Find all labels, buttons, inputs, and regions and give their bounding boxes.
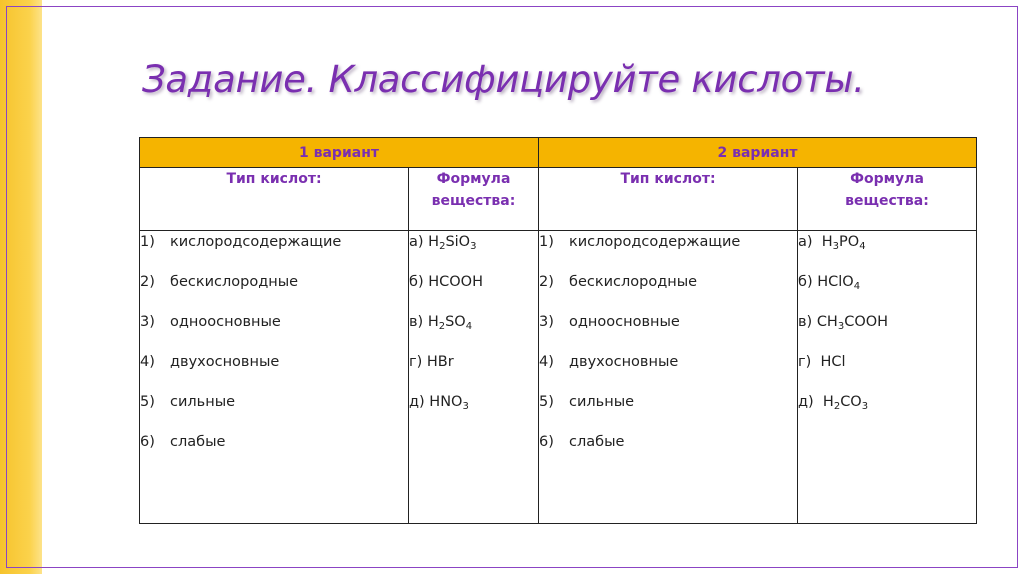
item-number: 6) [140,434,155,450]
acid-type-label: двухосновные [170,354,280,370]
formula-letter: а) [798,234,822,250]
acid-type-label: одноосновные [569,314,680,330]
formula-text: HNO [429,394,463,410]
item-number: 4) [140,354,155,370]
formula-item [409,311,538,351]
acid-type-label: одноосновные [170,314,281,330]
formula-letter: г) [798,354,821,370]
formula-text: PO [839,234,860,250]
variant-1-header: 1 вариант [140,138,539,168]
formula-text: HBr [426,354,454,370]
variant-2-formulas-list [798,231,977,524]
acid-type-item [140,391,408,431]
acid-type-item [539,351,797,391]
item-number: 3) [539,314,554,330]
formula-letter: а) [409,234,429,250]
formula-item [798,311,976,351]
acid-type-item [140,351,408,391]
formula-text: H [427,314,439,330]
formula-subscript: 2 [833,401,841,412]
item-number: 1) [539,234,554,250]
acid-type-label: сильные [569,394,635,410]
formula-text: CO [840,394,862,410]
item-number: 6) [539,434,554,450]
acid-type-label: двухосновные [569,354,679,370]
variant-2-types-list [539,231,798,524]
acid-type-label: кислородсодержащие [569,234,741,250]
item-number: 3) [140,314,155,330]
formula-subscript: 4 [853,281,861,292]
acid-type-label: слабые [569,434,625,450]
formula-subscript: 3 [837,321,845,332]
formula-letter: г) [409,354,427,370]
acid-type-item [140,271,408,311]
formula-text: H [428,234,440,250]
variant-1-formula-header [409,168,539,231]
item-number: 2) [539,274,554,290]
formula-text: HCl [820,354,846,370]
formula-text: COOH [844,314,889,330]
acids-table [139,137,977,524]
variant-2-type-header: Тип кислот: [539,168,798,231]
formula-header-line: вещества: [845,193,929,209]
item-number: 2) [140,274,155,290]
formula-subscript: 2 [438,321,446,332]
item-number: 4) [539,354,554,370]
formula-text: CH [816,314,838,330]
formula-letter: б) [798,274,818,290]
formula-subscript: 3 [470,241,477,252]
acid-type-item [539,311,797,351]
acid-type-item [539,231,797,271]
formula-text: H [822,394,834,410]
formula-subscript: 3 [462,401,469,412]
content-row [140,231,977,524]
formula-text: H [821,234,833,250]
formula-header-line: Формула [436,171,511,187]
acid-type-label: бескислородные [569,274,698,290]
formula-letter: в) [798,314,817,330]
variant-1-types-list [140,231,409,524]
formula-item [798,231,976,271]
variant-header-row [140,138,977,168]
formula-item [798,391,976,431]
page-title: Задание. Классифицируйте кислоты. [142,58,865,101]
formula-text: SO [445,314,466,330]
acid-type-label: кислородсодержащие [170,234,342,250]
acid-type-item [140,231,408,271]
formula-item [409,271,538,311]
acid-type-item [539,391,797,431]
formula-subscript: 4 [465,321,473,332]
acid-type-label: бескислородные [170,274,299,290]
formula-item [798,271,976,311]
acid-type-item [539,431,797,471]
variant-1-type-header: Тип кислот: [140,168,409,231]
formula-item [409,391,538,431]
formula-subscript: 3 [861,401,869,412]
formula-item [798,351,976,391]
item-number: 1) [140,234,155,250]
formula-subscript: 2 [439,241,446,252]
formula-item [409,231,538,271]
formula-header-line: Формула [850,171,924,187]
acid-type-item [140,311,408,351]
item-number: 5) [539,394,554,410]
formula-letter: в) [409,314,428,330]
item-number: 5) [140,394,155,410]
formula-header-line: вещества: [431,193,516,209]
formula-text: HClO [817,274,854,290]
formula-letter: б) [409,274,429,290]
variant-2-formula-header [798,168,977,231]
formula-letter: д) [798,394,823,410]
variant-1-formulas-list [409,231,539,524]
formula-text: SiO [445,234,471,250]
formula-letter: д) [409,394,430,410]
acid-type-item [140,431,408,471]
acid-type-label: сильные [170,394,236,410]
variant-2-header: 2 вариант [539,138,977,168]
column-header-row [140,168,977,231]
formula-subscript: 4 [859,241,866,252]
formula-text: HCOOH [428,274,483,290]
acid-type-label: слабые [170,434,226,450]
formula-subscript: 3 [832,241,840,252]
formula-item [409,351,538,391]
acid-type-item [539,271,797,311]
